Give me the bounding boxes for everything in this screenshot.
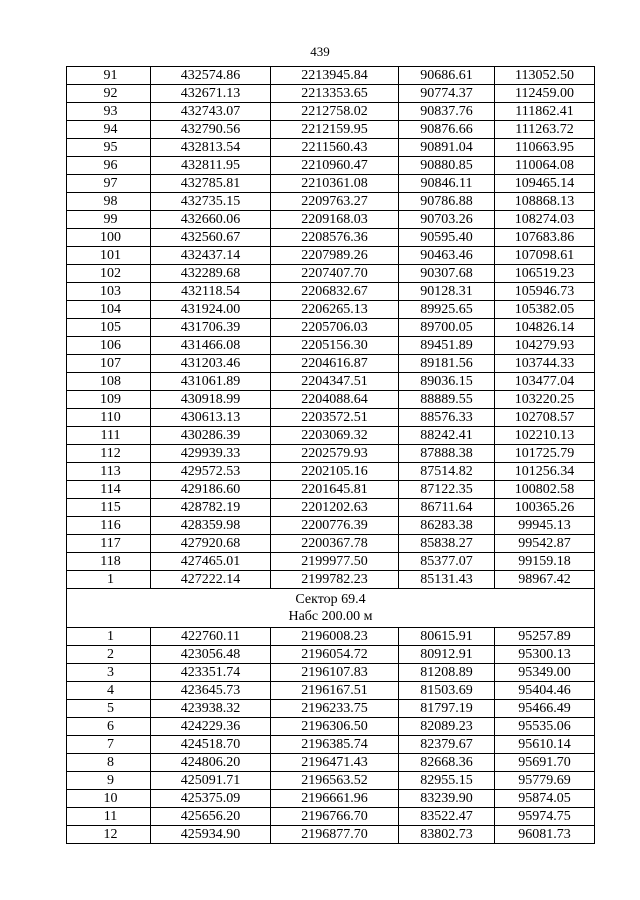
table-row (67, 646, 595, 664)
y-local-cell: 108274.03 (495, 211, 595, 229)
point-number-cell: 5 (67, 700, 151, 718)
x-local-cell: 83802.73 (399, 826, 495, 844)
x-coordinate-cell: 424229.36 (151, 718, 271, 736)
x-coordinate-cell: 431924.00 (151, 301, 271, 319)
x-coordinate-cell: 432560.67 (151, 229, 271, 247)
table-row (67, 121, 595, 139)
point-number-cell: 95 (67, 139, 151, 157)
y-coordinate-cell: 2196385.74 (271, 736, 399, 754)
y-local-cell: 104279.93 (495, 337, 595, 355)
point-number-cell: 110 (67, 409, 151, 427)
x-coordinate-cell: 423938.32 (151, 700, 271, 718)
table-row (67, 772, 595, 790)
point-number-cell: 1 (67, 628, 151, 646)
y-coordinate-cell: 2196167.51 (271, 682, 399, 700)
y-coordinate-cell: 2201645.81 (271, 481, 399, 499)
x-coordinate-cell: 432118.54 (151, 283, 271, 301)
point-number-cell: 117 (67, 535, 151, 553)
table-row (67, 265, 595, 283)
point-number-cell: 118 (67, 553, 151, 571)
x-coordinate-cell: 425091.71 (151, 772, 271, 790)
y-local-cell: 108868.13 (495, 193, 595, 211)
y-coordinate-cell: 2201202.63 (271, 499, 399, 517)
point-number-cell: 113 (67, 463, 151, 481)
y-local-cell: 112459.00 (495, 85, 595, 103)
y-coordinate-cell: 2200776.39 (271, 517, 399, 535)
y-coordinate-cell: 2196054.72 (271, 646, 399, 664)
table-row (67, 463, 595, 481)
x-local-cell: 90463.46 (399, 247, 495, 265)
table-row (67, 790, 595, 808)
x-coordinate-cell: 423645.73 (151, 682, 271, 700)
page-number: 439 (310, 44, 330, 59)
x-coordinate-cell: 432813.54 (151, 139, 271, 157)
table-row (67, 229, 595, 247)
x-coordinate-cell: 430918.99 (151, 391, 271, 409)
y-local-cell: 110064.08 (495, 157, 595, 175)
y-coordinate-cell: 2196233.75 (271, 700, 399, 718)
x-local-cell: 82955.15 (399, 772, 495, 790)
y-coordinate-cell: 2196306.50 (271, 718, 399, 736)
y-local-cell: 105946.73 (495, 283, 595, 301)
x-local-cell: 89181.56 (399, 355, 495, 373)
point-number-cell: 1 (67, 571, 151, 589)
x-coordinate-cell: 431061.89 (151, 373, 271, 391)
x-coordinate-cell: 431706.39 (151, 319, 271, 337)
y-coordinate-cell: 2199977.50 (271, 553, 399, 571)
x-coordinate-cell: 423056.48 (151, 646, 271, 664)
table-row (67, 175, 595, 193)
x-local-cell: 85131.43 (399, 571, 495, 589)
x-local-cell: 90703.26 (399, 211, 495, 229)
x-local-cell: 82379.67 (399, 736, 495, 754)
y-local-cell: 109465.14 (495, 175, 595, 193)
point-number-cell: 10 (67, 790, 151, 808)
x-coordinate-cell: 431203.46 (151, 355, 271, 373)
y-coordinate-cell: 2196877.70 (271, 826, 399, 844)
y-local-cell: 95535.06 (495, 718, 595, 736)
table-row (67, 391, 595, 409)
point-number-cell: 116 (67, 517, 151, 535)
point-number-cell: 106 (67, 337, 151, 355)
x-local-cell: 86711.64 (399, 499, 495, 517)
table-row (67, 517, 595, 535)
x-local-cell: 83522.47 (399, 808, 495, 826)
x-coordinate-cell: 427920.68 (151, 535, 271, 553)
table-row (67, 826, 595, 844)
point-number-cell: 99 (67, 211, 151, 229)
point-number-cell: 115 (67, 499, 151, 517)
table-row (67, 808, 595, 826)
table-row (67, 103, 595, 121)
y-local-cell: 99945.13 (495, 517, 595, 535)
x-coordinate-cell: 427465.01 (151, 553, 271, 571)
y-coordinate-cell: 2196471.43 (271, 754, 399, 772)
y-coordinate-cell: 2204616.87 (271, 355, 399, 373)
x-local-cell: 89451.89 (399, 337, 495, 355)
y-coordinate-cell: 2203572.51 (271, 409, 399, 427)
point-number-cell: 94 (67, 121, 151, 139)
x-local-cell: 85838.27 (399, 535, 495, 553)
y-coordinate-cell: 2202579.93 (271, 445, 399, 463)
y-local-cell: 95349.00 (495, 664, 595, 682)
x-coordinate-cell: 432790.56 (151, 121, 271, 139)
point-number-cell: 6 (67, 718, 151, 736)
x-coordinate-cell: 432289.68 (151, 265, 271, 283)
table-row (67, 736, 595, 754)
y-local-cell: 103477.04 (495, 373, 595, 391)
point-number-cell: 101 (67, 247, 151, 265)
point-number-cell: 102 (67, 265, 151, 283)
y-coordinate-cell: 2196107.83 (271, 664, 399, 682)
x-local-cell: 82089.23 (399, 718, 495, 736)
x-coordinate-cell: 431466.08 (151, 337, 271, 355)
y-local-cell: 96081.73 (495, 826, 595, 844)
table-row (67, 157, 595, 175)
x-local-cell: 81503.69 (399, 682, 495, 700)
y-coordinate-cell: 2200367.78 (271, 535, 399, 553)
y-coordinate-cell: 2209763.27 (271, 193, 399, 211)
y-local-cell: 98967.42 (495, 571, 595, 589)
x-coordinate-cell: 430286.39 (151, 427, 271, 445)
y-local-cell: 104826.14 (495, 319, 595, 337)
x-local-cell: 81797.19 (399, 700, 495, 718)
y-local-cell: 95974.75 (495, 808, 595, 826)
table-row (67, 373, 595, 391)
table-row (67, 553, 595, 571)
point-number-cell: 2 (67, 646, 151, 664)
y-local-cell: 95466.49 (495, 700, 595, 718)
table-row (67, 754, 595, 772)
point-number-cell: 111 (67, 427, 151, 445)
point-number-cell: 11 (67, 808, 151, 826)
y-coordinate-cell: 2196766.70 (271, 808, 399, 826)
x-coordinate-cell: 425375.09 (151, 790, 271, 808)
y-local-cell: 101256.34 (495, 463, 595, 481)
x-coordinate-cell: 428782.19 (151, 499, 271, 517)
y-local-cell: 100802.58 (495, 481, 595, 499)
table-row (67, 481, 595, 499)
table-row (67, 628, 595, 646)
table-body-bottom (67, 628, 595, 844)
table-row (67, 409, 595, 427)
x-coordinate-cell: 432811.95 (151, 157, 271, 175)
section-title: Сектор 69.4 (295, 592, 366, 607)
x-local-cell: 87122.35 (399, 481, 495, 499)
y-coordinate-cell: 2207407.70 (271, 265, 399, 283)
table-row (67, 535, 595, 553)
x-local-cell: 90846.11 (399, 175, 495, 193)
x-coordinate-cell: 422760.11 (151, 628, 271, 646)
x-local-cell: 89700.05 (399, 319, 495, 337)
x-local-cell: 90128.31 (399, 283, 495, 301)
x-coordinate-cell: 429939.33 (151, 445, 271, 463)
x-coordinate-cell: 425656.20 (151, 808, 271, 826)
point-number-cell: 108 (67, 373, 151, 391)
coordinates-table (66, 66, 595, 844)
point-number-cell: 105 (67, 319, 151, 337)
y-coordinate-cell: 2202105.16 (271, 463, 399, 481)
y-local-cell: 102210.13 (495, 427, 595, 445)
table-row (67, 283, 595, 301)
y-local-cell: 106519.23 (495, 265, 595, 283)
point-number-cell: 92 (67, 85, 151, 103)
x-local-cell: 85377.07 (399, 553, 495, 571)
y-local-cell: 111263.72 (495, 121, 595, 139)
x-coordinate-cell: 429572.53 (151, 463, 271, 481)
section-subtitle: Набс 200.00 м (288, 609, 373, 624)
point-number-cell: 97 (67, 175, 151, 193)
table-row (67, 85, 595, 103)
section-row (67, 589, 595, 628)
x-local-cell: 90686.61 (399, 67, 495, 85)
y-local-cell: 99159.18 (495, 553, 595, 571)
point-number-cell: 91 (67, 67, 151, 85)
table-row (67, 337, 595, 355)
y-coordinate-cell: 2212758.02 (271, 103, 399, 121)
y-coordinate-cell: 2207989.26 (271, 247, 399, 265)
point-number-cell: 103 (67, 283, 151, 301)
point-number-cell: 109 (67, 391, 151, 409)
y-coordinate-cell: 2196563.52 (271, 772, 399, 790)
x-local-cell: 89036.15 (399, 373, 495, 391)
x-coordinate-cell: 427222.14 (151, 571, 271, 589)
point-number-cell: 12 (67, 826, 151, 844)
x-local-cell: 88889.55 (399, 391, 495, 409)
table-row (67, 718, 595, 736)
x-local-cell: 90786.88 (399, 193, 495, 211)
table-row (67, 700, 595, 718)
x-coordinate-cell: 424518.70 (151, 736, 271, 754)
y-local-cell: 95404.46 (495, 682, 595, 700)
x-local-cell: 80912.91 (399, 646, 495, 664)
y-local-cell: 110663.95 (495, 139, 595, 157)
table-row (67, 571, 595, 589)
point-number-cell: 107 (67, 355, 151, 373)
y-local-cell: 107098.61 (495, 247, 595, 265)
y-local-cell: 95257.89 (495, 628, 595, 646)
x-coordinate-cell: 432735.15 (151, 193, 271, 211)
point-number-cell: 3 (67, 664, 151, 682)
x-local-cell: 80615.91 (399, 628, 495, 646)
x-coordinate-cell: 432743.07 (151, 103, 271, 121)
y-coordinate-cell: 2212159.95 (271, 121, 399, 139)
y-local-cell: 102708.57 (495, 409, 595, 427)
section-cell (67, 589, 595, 628)
x-local-cell: 83239.90 (399, 790, 495, 808)
y-local-cell: 101725.79 (495, 445, 595, 463)
point-number-cell: 4 (67, 682, 151, 700)
table-row (67, 445, 595, 463)
table-row (67, 301, 595, 319)
table-row (67, 319, 595, 337)
x-coordinate-cell: 432660.06 (151, 211, 271, 229)
y-local-cell: 95691.70 (495, 754, 595, 772)
section-header (67, 589, 595, 628)
x-local-cell: 90837.76 (399, 103, 495, 121)
y-local-cell: 103744.33 (495, 355, 595, 373)
point-number-cell: 112 (67, 445, 151, 463)
x-local-cell: 90595.40 (399, 229, 495, 247)
y-coordinate-cell: 2204347.51 (271, 373, 399, 391)
x-local-cell: 90876.66 (399, 121, 495, 139)
x-local-cell: 82668.36 (399, 754, 495, 772)
y-coordinate-cell: 2204088.64 (271, 391, 399, 409)
y-local-cell: 95779.69 (495, 772, 595, 790)
x-coordinate-cell: 432437.14 (151, 247, 271, 265)
y-coordinate-cell: 2203069.32 (271, 427, 399, 445)
x-coordinate-cell: 432671.13 (151, 85, 271, 103)
table-row (67, 193, 595, 211)
y-coordinate-cell: 2199782.23 (271, 571, 399, 589)
y-local-cell: 95300.13 (495, 646, 595, 664)
point-number-cell: 100 (67, 229, 151, 247)
table-row (67, 211, 595, 229)
point-number-cell: 8 (67, 754, 151, 772)
y-coordinate-cell: 2206265.13 (271, 301, 399, 319)
point-number-cell: 9 (67, 772, 151, 790)
table-row (67, 682, 595, 700)
x-coordinate-cell: 424806.20 (151, 754, 271, 772)
table-body-top (67, 67, 595, 589)
y-coordinate-cell: 2210361.08 (271, 175, 399, 193)
table-row (67, 664, 595, 682)
y-local-cell: 100365.26 (495, 499, 595, 517)
point-number-cell: 93 (67, 103, 151, 121)
y-coordinate-cell: 2210960.47 (271, 157, 399, 175)
x-coordinate-cell: 432785.81 (151, 175, 271, 193)
y-local-cell: 105382.05 (495, 301, 595, 319)
x-coordinate-cell: 423351.74 (151, 664, 271, 682)
x-local-cell: 88576.33 (399, 409, 495, 427)
x-local-cell: 88242.41 (399, 427, 495, 445)
y-local-cell: 103220.25 (495, 391, 595, 409)
x-local-cell: 87888.38 (399, 445, 495, 463)
y-local-cell: 113052.50 (495, 67, 595, 85)
x-local-cell: 90891.04 (399, 139, 495, 157)
table-row (67, 499, 595, 517)
x-local-cell: 81208.89 (399, 664, 495, 682)
point-number-cell: 104 (67, 301, 151, 319)
y-coordinate-cell: 2205706.03 (271, 319, 399, 337)
x-local-cell: 89925.65 (399, 301, 495, 319)
y-coordinate-cell: 2196008.23 (271, 628, 399, 646)
point-number-cell: 98 (67, 193, 151, 211)
table-row (67, 139, 595, 157)
y-coordinate-cell: 2205156.30 (271, 337, 399, 355)
x-coordinate-cell: 430613.13 (151, 409, 271, 427)
table-row (67, 355, 595, 373)
y-local-cell: 99542.87 (495, 535, 595, 553)
x-local-cell: 90774.37 (399, 85, 495, 103)
y-coordinate-cell: 2208576.36 (271, 229, 399, 247)
y-local-cell: 111862.41 (495, 103, 595, 121)
x-local-cell: 90307.68 (399, 265, 495, 283)
y-coordinate-cell: 2213945.84 (271, 67, 399, 85)
y-coordinate-cell: 2213353.65 (271, 85, 399, 103)
y-coordinate-cell: 2209168.03 (271, 211, 399, 229)
y-local-cell: 107683.86 (495, 229, 595, 247)
y-local-cell: 95610.14 (495, 736, 595, 754)
x-coordinate-cell: 429186.60 (151, 481, 271, 499)
table-row (67, 247, 595, 265)
x-coordinate-cell: 425934.90 (151, 826, 271, 844)
x-local-cell: 86283.38 (399, 517, 495, 535)
x-local-cell: 90880.85 (399, 157, 495, 175)
x-coordinate-cell: 432574.86 (151, 67, 271, 85)
y-coordinate-cell: 2211560.43 (271, 139, 399, 157)
point-number-cell: 7 (67, 736, 151, 754)
table-row (67, 67, 595, 85)
x-coordinate-cell: 428359.98 (151, 517, 271, 535)
table-row (67, 427, 595, 445)
x-local-cell: 87514.82 (399, 463, 495, 481)
point-number-cell: 96 (67, 157, 151, 175)
point-number-cell: 114 (67, 481, 151, 499)
y-coordinate-cell: 2206832.67 (271, 283, 399, 301)
y-coordinate-cell: 2196661.96 (271, 790, 399, 808)
y-local-cell: 95874.05 (495, 790, 595, 808)
